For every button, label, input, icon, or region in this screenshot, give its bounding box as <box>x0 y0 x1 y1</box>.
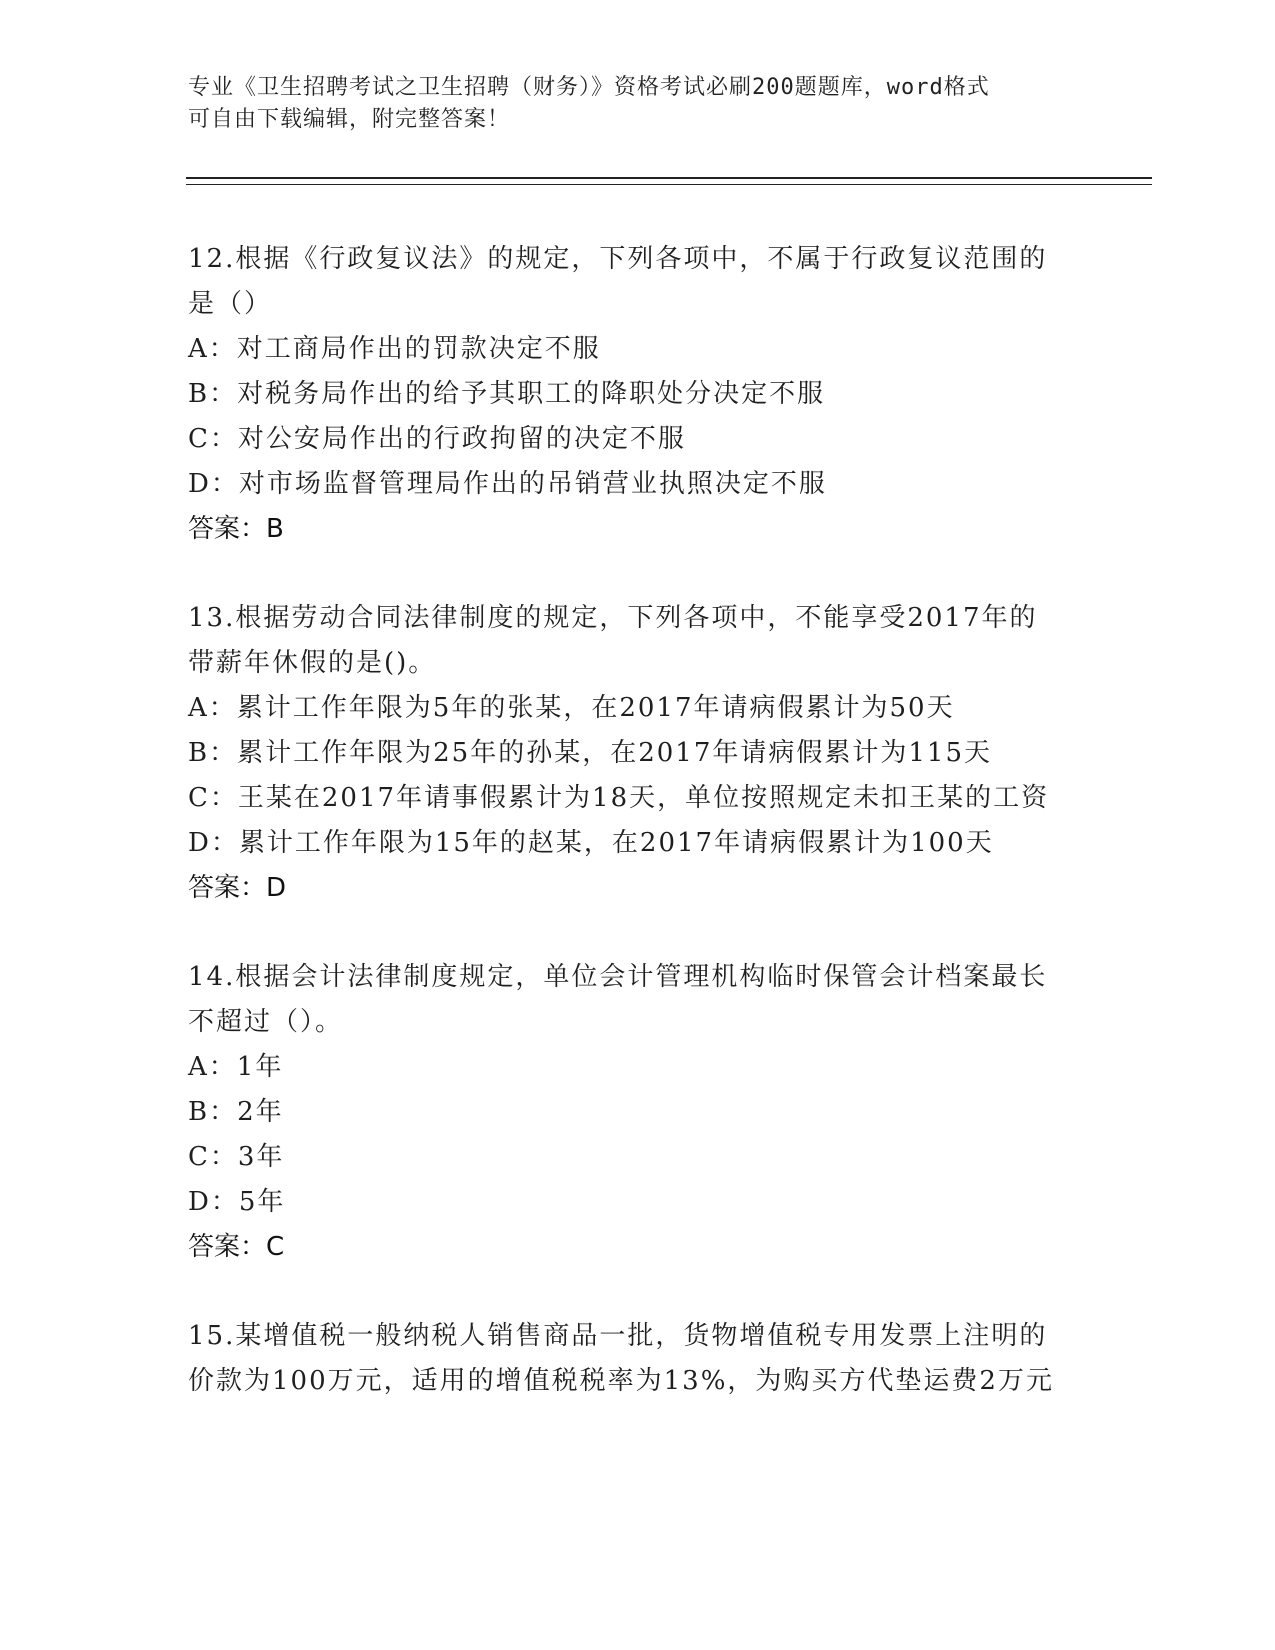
question-15 <box>188 1314 1088 1404</box>
option-b: B：2年 <box>188 1097 284 1127</box>
question-stem-line: 价款为100万元，适用的增值税税率为13%，为购买方代垫运费2万元 <box>188 1366 1054 1396</box>
question-stem-line: 是（） <box>188 289 273 319</box>
question-stem <box>188 1314 1088 1404</box>
question-stem-line: 14.根据会计法律制度规定，单位会计管理机构临时保管会计档案最长 <box>188 962 1048 992</box>
option-c: C：3年 <box>188 1142 285 1172</box>
document-header <box>188 72 1088 136</box>
header-line-2: 可自由下载编辑，附完整答案！ <box>188 107 511 132</box>
question-spacer <box>188 552 1088 596</box>
answer-label: 答案：C <box>188 1232 285 1262</box>
option-d: D：累计工作年限为15年的赵某，在2017年请病假累计为100天 <box>188 828 994 858</box>
option-b: B：累计工作年限为25年的孙某，在2017年请病假累计为115天 <box>188 738 992 768</box>
question-stem-line: 12.根据《行政复议法》的规定，下列各项中，不属于行政复议范围的 <box>188 244 1048 274</box>
question-14 <box>188 955 1088 1270</box>
option-a: A：对工商局作出的罚款决定不服 <box>188 334 601 364</box>
option-a: A：1年 <box>188 1052 284 1082</box>
option-d: D：5年 <box>188 1187 286 1217</box>
option-b: B：对税务局作出的给予其职工的降职处分决定不服 <box>188 379 826 409</box>
answer-label: 答案：B <box>188 514 284 544</box>
question-spacer <box>188 1270 1088 1314</box>
question-stem <box>188 237 1088 327</box>
header-divider-thick <box>186 177 1152 179</box>
question-stem-line: 15.某增值税一般纳税人销售商品一批，货物增值税专用发票上注明的 <box>188 1321 1048 1351</box>
answer-label: 答案：D <box>188 873 287 903</box>
question-stem-line: 不超过（）。 <box>188 1007 344 1037</box>
header-line-1: 专业《卫生招聘考试之卫生招聘（财务）》资格考试必刷200题题库，word格式 <box>188 75 990 100</box>
question-13 <box>188 596 1088 911</box>
question-list <box>188 237 1088 1404</box>
header-divider-thin <box>186 184 1152 185</box>
option-a: A：累计工作年限为5年的张某，在2017年请病假累计为50天 <box>188 693 955 723</box>
option-c: C：对公安局作出的行政拘留的决定不服 <box>188 424 686 454</box>
question-stem <box>188 955 1088 1045</box>
question-12 <box>188 237 1088 552</box>
question-stem-line: 13.根据劳动合同法律制度的规定，下列各项中，不能享受2017年的 <box>188 603 1038 633</box>
question-spacer <box>188 911 1088 955</box>
question-stem-line: 带薪年休假的是()。 <box>188 648 437 678</box>
question-stem <box>188 596 1088 686</box>
option-d: D：对市场监督管理局作出的吊销营业执照决定不服 <box>188 469 827 499</box>
option-c: C：王某在2017年请事假累计为18天，单位按照规定未扣王某的工资 <box>188 783 1050 813</box>
